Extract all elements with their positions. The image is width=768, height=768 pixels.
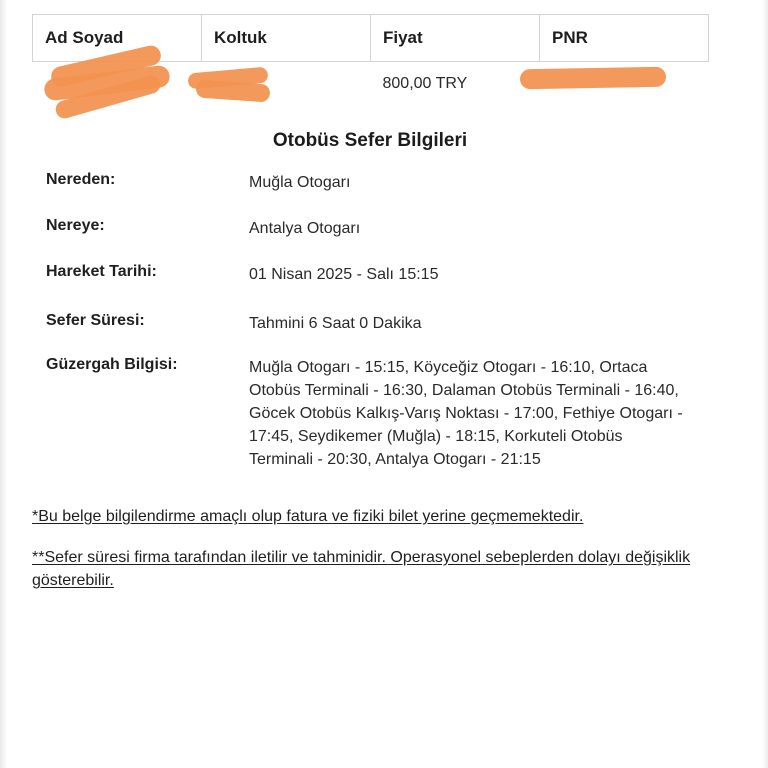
value-to: Antalya Otogarı	[249, 220, 361, 237]
value-route: Muğla Otogarı - 15:15, Köyceğiz Otogarı - 16:10, Ortaca Otobüs Terminali - 16:30, Dalaman Otobüs Terminali - 16:40, Göcek Otobüs Kalkış-Varış Noktası - 17:00, Fethiye Otogarı - 17:45, Seydikemer (Muğla) - 18:15, Korkuteli Otobüs Terminali - 20:30, Antalya Otogarı - 21:15	[249, 359, 683, 468]
section-title: Otobüs Sefer Bilgileri	[272, 130, 468, 151]
header-name: Ad Soyad	[33, 15, 202, 62]
value-from: Muğla Otogarı	[249, 174, 351, 191]
redaction-pnr	[520, 67, 666, 90]
cell-price: 800,00 TRY	[382, 75, 468, 92]
label-departure: Hareket Tarihi:	[46, 263, 157, 280]
page-edge-shadow	[0, 0, 7, 768]
disclaimer-note-2: **Sefer süresi firma tarafından iletilir ve tahminidir. Operasyonel sebeplerden dolayı değişiklik gösterebilir.	[32, 549, 691, 589]
value-departure: 01 Nisan 2025 - Salı 15:15	[249, 266, 439, 283]
value-duration: Tahmini 6 Saat 0 Dakika	[249, 315, 422, 332]
label-to: Nereye:	[46, 217, 105, 234]
label-duration: Sefer Süresi:	[46, 312, 145, 329]
label-from: Nereden:	[46, 171, 116, 188]
header-seat: Koltuk	[202, 15, 371, 62]
header-price: Fiyat	[371, 15, 540, 62]
page-edge-shadow-right	[762, 0, 768, 768]
header-pnr: PNR	[540, 15, 709, 62]
label-route: Güzergah Bilgisi:	[46, 356, 178, 373]
disclaimer-note-1: *Bu belge bilgilendirme amaçlı olup fatura ve fiziki bilet yerine geçmemektedir.	[32, 508, 584, 525]
